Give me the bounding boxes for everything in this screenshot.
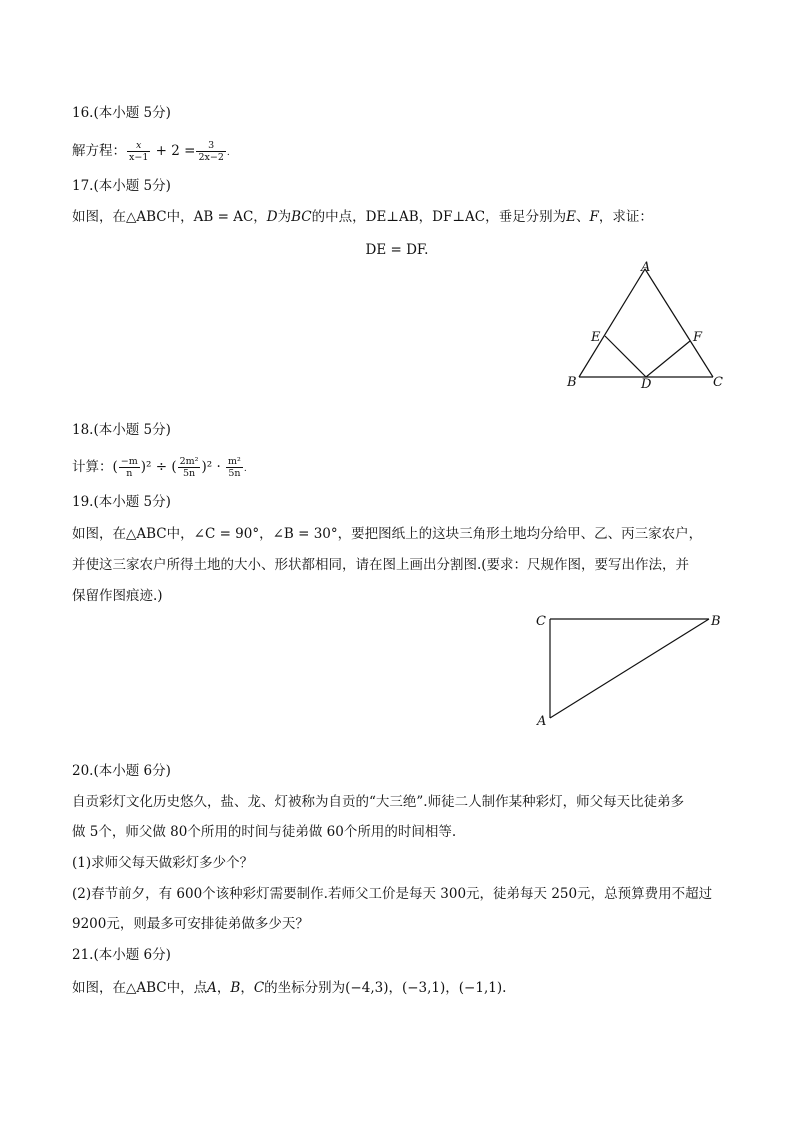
q17-var-f: F bbox=[589, 209, 599, 225]
q16-fraction-1 bbox=[127, 140, 150, 163]
q21-comma-1: ， bbox=[216, 980, 231, 996]
q17-text-c: 的中点，DE⊥AB，DF⊥AC，垂足分别为 bbox=[311, 209, 567, 225]
q20-sub-2a: (2)春节前夕，有 600个该种彩灯需要制作.若师父工价是每天 300元，徒弟每天 250元，总预算费用不超过 bbox=[72, 886, 713, 902]
q21-comma-2: ， bbox=[240, 980, 254, 996]
q17-triangle-figure bbox=[560, 258, 730, 397]
q17-text-d: ，求证： bbox=[598, 209, 653, 225]
q17-label-b: B bbox=[567, 375, 577, 390]
q21-var-b: B bbox=[230, 980, 241, 996]
q20-line-1: 自贡彩灯文化历史悠久，盐、龙、灯被称为自贡的“大三绝”.师徒二人制作某种彩灯，师父每天比徒弟多 bbox=[72, 794, 685, 810]
q20-sub-2b: 9200元，则最多可安排徒弟做多少天？ bbox=[72, 916, 309, 932]
q20-line-2: 做 5个，师父做 80个所用的时间与徒弟做 60个所用的时间相等. bbox=[72, 824, 457, 840]
q18-op-1: )² ÷ ( bbox=[140, 459, 177, 475]
q17-side-ab bbox=[579, 269, 645, 377]
q17-conclusion: DE = DF. bbox=[365, 242, 429, 258]
q16-mid: + 2 = bbox=[155, 143, 196, 159]
q17-side-ac bbox=[645, 269, 713, 377]
q17-text-b: 为 bbox=[277, 209, 292, 225]
q17-label-f: F bbox=[693, 330, 703, 345]
q18-fraction-1 bbox=[119, 456, 140, 479]
q19-label-b: B bbox=[711, 614, 721, 629]
q17-segment-df bbox=[646, 341, 690, 377]
q18-fraction-2 bbox=[178, 456, 201, 479]
q17-sep: 、 bbox=[576, 209, 590, 225]
q18-expression bbox=[72, 456, 247, 479]
q21-var-a: A bbox=[207, 980, 217, 996]
q18-f3-den: 5n bbox=[228, 468, 241, 479]
q16-label: 解方程： bbox=[72, 143, 126, 159]
q18-label: 计算：( bbox=[72, 459, 118, 475]
q19-header: 19.(本小题 5分) bbox=[72, 494, 171, 510]
q18-op-2: )² · bbox=[201, 459, 221, 475]
q17-statement bbox=[72, 207, 653, 227]
q17-text-a: 如图，在△ABC中，AB = AC， bbox=[72, 209, 267, 225]
q17-var-d: D bbox=[266, 209, 278, 225]
q18-f1-den: n bbox=[126, 468, 133, 479]
q17-var-e: E bbox=[566, 209, 576, 225]
q16-f2-den: 2x−2 bbox=[198, 152, 224, 163]
q19-triangle-figure bbox=[530, 608, 730, 737]
q18-f2-den: 5n bbox=[182, 468, 196, 479]
q18-fraction-3 bbox=[226, 456, 243, 479]
q17-label-a: A bbox=[641, 260, 651, 275]
q20-sub-1: (1)求师父每天做彩灯多少个？ bbox=[72, 855, 254, 871]
q19-line-2: 并使这三家农户所得土地的大小、形状都相同，请在图上画出分割图.(要求：尺规作图，要写出作法，并 bbox=[72, 557, 690, 573]
q17-label-e: E bbox=[591, 330, 601, 345]
q16-f2-num: 3 bbox=[196, 140, 225, 152]
q21-text-b: 的坐标分别为(−4,3)，(−3,1)，(−1,1). bbox=[264, 980, 507, 996]
q16-end: . bbox=[226, 148, 230, 158]
q18-f3-num: m² bbox=[228, 456, 241, 467]
q17-segment-de bbox=[605, 336, 646, 377]
q17-header: 17.(本小题 5分) bbox=[72, 178, 171, 194]
q17-var-bc: BC bbox=[291, 209, 312, 225]
q18-f1-num: −m bbox=[120, 456, 138, 467]
q19-side-ab bbox=[550, 619, 709, 718]
q20-header: 20.(本小题 6分) bbox=[72, 763, 171, 779]
q19-label-c: C bbox=[536, 614, 546, 629]
q19-line-3: 保留作图痕迹.) bbox=[72, 588, 163, 604]
q16-f1-den: x−1 bbox=[129, 152, 149, 163]
q21-text-a: 如图，在△ABC中，点 bbox=[72, 980, 208, 996]
q21-var-c: C bbox=[253, 980, 265, 996]
q18-f2-num: 2m² bbox=[179, 456, 199, 467]
q17-label-c: C bbox=[713, 375, 723, 390]
q21-header: 21.(本小题 6分) bbox=[72, 947, 171, 963]
q19-label-a: A bbox=[537, 714, 547, 729]
q17-label-d: D bbox=[641, 377, 652, 392]
q16-f1-num: x bbox=[127, 140, 150, 152]
q21-statement bbox=[72, 978, 506, 998]
q18-end: . bbox=[243, 464, 247, 474]
q19-line-1: 如图，在△ABC中，∠C = 90°，∠B = 30°，要把图纸上的这块三角形土地均分给甲、乙、丙三家农户， bbox=[72, 526, 703, 542]
q16-equation bbox=[72, 140, 230, 163]
q18-header: 18.(本小题 5分) bbox=[72, 422, 171, 438]
q16-header: 16.(本小题 5分) bbox=[72, 105, 171, 121]
q16-fraction-2 bbox=[196, 140, 225, 163]
